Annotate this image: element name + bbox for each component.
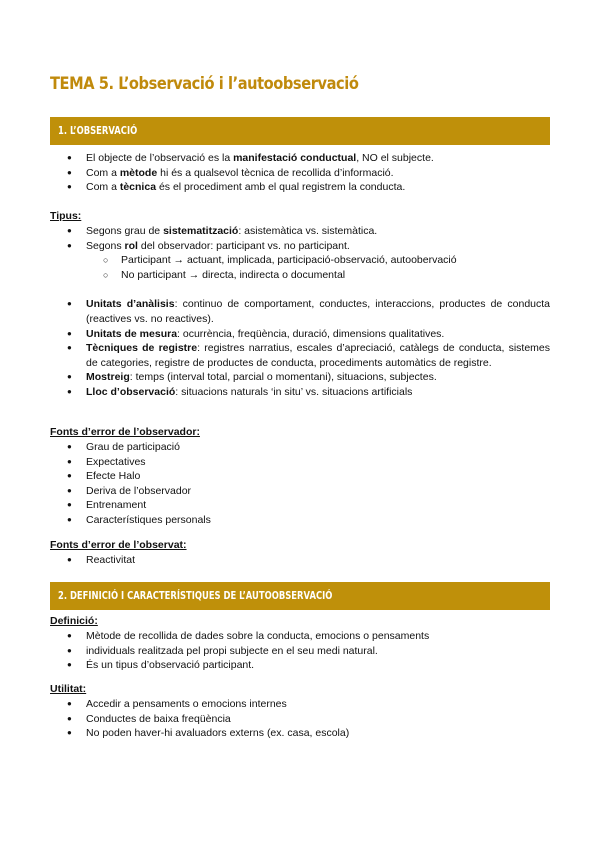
list-item: ● individuals realitzada pel propi subjecte en el seu medi natural. — [50, 644, 550, 659]
list-item: ● Reactivitat — [50, 553, 550, 568]
section-1-title: 1. L’OBSERVACIÓ — [58, 125, 138, 137]
intro-list — [50, 151, 550, 195]
fonts-observador-heading: Fonts d’error de l’observador: — [50, 426, 200, 438]
definicio-list — [50, 629, 550, 673]
list-item: ● Grau de participació — [50, 440, 550, 455]
list-item: ● El objecte de l’observació es la manifestació conductual, NO el subjecte. — [50, 151, 550, 166]
list-item: ● Deriva de l’observador — [50, 484, 550, 499]
utilitat-heading: Utilitat: — [50, 683, 87, 695]
section-1-header — [50, 117, 550, 145]
fonts-observat-list — [50, 553, 550, 568]
list-item: ● És un tipus d’observació participant. — [50, 658, 550, 673]
list-item: ● Entrenament — [50, 498, 550, 513]
list-item: ● Accedir a pensaments o emocions internes — [50, 697, 550, 712]
section-2-header — [50, 582, 550, 610]
list-item: ● Segons grau de sistematització: asistemàtica vs. sistemàtica. — [50, 224, 550, 239]
fonts-observat-heading: Fonts d’error de l’observat: — [50, 539, 187, 551]
sub-list-item: ○ Participant → actuant, implicada, participació-observació, autoobervació — [50, 253, 550, 268]
list-item: ● Mostreig: temps (interval total, parcial o momentani), situacions, subjectes. — [50, 370, 550, 385]
sub-list-item: ○ No participant → directa, indirecta o documental — [50, 268, 550, 283]
section-2-title: 2. DEFINICIÓ I CARACTERÍSTIQUES DE L’AUTOOBSERVACIÓ — [58, 590, 333, 602]
utilitat-list — [50, 697, 550, 741]
list-item: ● Lloc d’observació: situacions naturals ‘in situ’ vs. situacions artificials — [50, 385, 550, 400]
fonts-observador-list — [50, 440, 550, 528]
list-item: ● Tècniques de registre: registres narratius, escales d’apreciació, catàlegs de conducta, sistemes de categories, registre de productes de conducta, procediments automàtics de registre. — [50, 341, 550, 370]
list-item: ● Segons rol del observador: participant vs. no participant. — [50, 239, 550, 254]
list-item: ● Unitats de mesura: ocurrència, freqüència, duració, dimensions qualitatives. — [50, 327, 550, 342]
list-item: ● Conductes de baixa freqüència — [50, 712, 550, 727]
list-item: ● Efecte Halo — [50, 469, 550, 484]
tipus-list — [50, 224, 550, 400]
list-item: ● No poden haver-hi avaluadors externs (ex. casa, escola) — [50, 726, 550, 741]
tipus-heading: Tipus: — [50, 210, 82, 222]
list-item: ● Mètode de recollida de dades sobre la conducta, emocions o pensaments — [50, 629, 550, 644]
list-item: ● Unitats d’anàlisis: continuo de comportament, conductes, interaccions, productes de conducta (reactives vs. no reactives). — [50, 297, 550, 326]
list-item: ● Característiques personals — [50, 513, 550, 528]
list-item: ● Expectatives — [50, 455, 550, 470]
definicio-heading: Definició: — [50, 615, 98, 627]
list-item: ● Com a tècnica és el procediment amb el qual registrem la conducta. — [50, 180, 550, 195]
page-title: TEMA 5. L’observació i l’autoobservació — [50, 74, 359, 94]
list-item: ● Com a mètode hi és a qualsevol tècnica de recollida d’informació. — [50, 166, 550, 181]
